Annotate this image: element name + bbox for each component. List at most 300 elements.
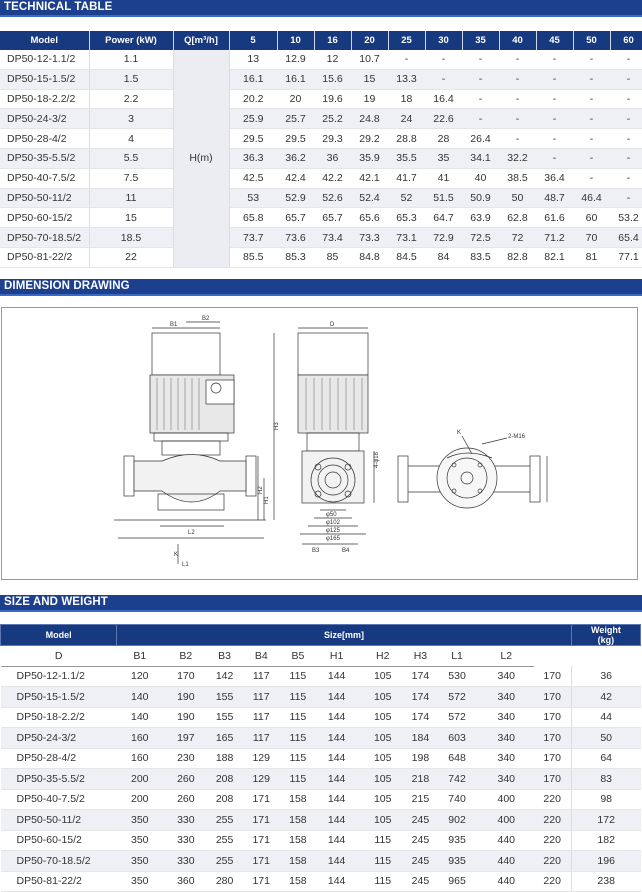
head-value-cell: - [536,89,573,109]
model-cell: DP50-18-2.2/2 [0,89,89,109]
size-value-cell: 174 [406,687,435,708]
table-row [1,687,641,708]
head-value-cell: - [499,69,536,89]
size-value-cell: 170 [534,687,572,708]
size-value-cell: 530 [435,666,479,687]
size-value-cell: 170 [534,748,572,769]
size-value-cell: 105 [360,769,406,790]
head-value-cell: 32.2 [499,148,536,168]
head-value-cell: 42.1 [351,168,388,188]
size-value-cell: 140 [117,687,163,708]
head-value-cell: 35.9 [351,148,388,168]
size-value-cell: 158 [282,810,313,831]
model-cell: DP50-60-15/2 [0,208,89,228]
size-value-cell: 220 [534,810,572,831]
table-row [1,789,641,810]
head-unit-cell: H(m) [173,50,229,267]
head-value-cell: - [573,69,610,89]
size-col-header: H2 [360,646,406,667]
size-value-cell: 260 [163,789,209,810]
size-value-cell: 155 [209,687,240,708]
size-value-cell: 115 [282,728,313,749]
dimension-drawing [1,307,638,580]
head-value-cell: 65.6 [351,208,388,228]
head-value-cell: 29.3 [314,129,351,149]
size-value-cell: 603 [435,728,479,749]
size-value-cell: 170 [534,728,572,749]
power-cell: 7.5 [89,168,173,188]
head-value-cell: 65.7 [277,208,314,228]
model-cell: DP50-81-22/2 [0,247,89,267]
size-value-cell: 200 [117,769,163,790]
size-value-cell: 171 [240,789,282,810]
size-value-cell: 190 [163,687,209,708]
size-value-cell: 200 [117,789,163,810]
size-value-cell: 170 [163,666,209,687]
model-cell: DP50-28-4/2 [0,129,89,149]
size-col-header: H3 [406,646,435,667]
head-value-cell: 28 [425,129,462,149]
power-cell: 1.5 [89,69,173,89]
size-value-cell: 188 [209,748,240,769]
model-cell: DP50-24-3/2 [1,728,117,749]
head-value-cell: 71.2 [536,228,573,248]
weight-unit: (kg) [597,635,615,645]
head-value-cell: 46.4 [573,188,610,208]
size-value-cell: 140 [117,707,163,728]
flow-col-header: 10 [277,31,314,50]
head-value-cell: - [610,129,642,149]
size-value-cell: 255 [209,830,240,851]
label-p125: φ125 [326,528,340,534]
power-cell: 1.1 [89,50,173,69]
head-value-cell: 29.2 [351,129,388,149]
head-value-cell: 25.7 [277,109,314,129]
table-row [0,69,642,89]
head-value-cell: - [610,69,642,89]
size-value-cell: 144 [314,748,360,769]
head-value-cell: 25.9 [229,109,277,129]
size-col-header: B3 [209,646,240,667]
label-h3: H3 [274,422,280,430]
model-cell: DP50-24-3/2 [0,109,89,129]
model-cell: DP50-81-22/2 [1,871,117,892]
head-value-cell: - [536,148,573,168]
head-value-cell: 62.8 [499,208,536,228]
size-value-cell: 245 [406,851,435,872]
size-value-cell: 158 [282,871,313,892]
power-cell: 4 [89,129,173,149]
table-row [0,247,642,267]
size-head-row [1,625,641,646]
power-cell: 2.2 [89,89,173,109]
size-col-header: B1 [117,646,163,667]
size-value-cell: 330 [163,830,209,851]
head-value-cell: 61.6 [536,208,573,228]
size-col-header: B4 [240,646,282,667]
size-value-cell: 965 [435,871,479,892]
size-value-cell: 115 [282,707,313,728]
size-value-cell: 340 [479,687,533,708]
power-cell: 18.5 [89,228,173,248]
size-value-cell: 155 [209,707,240,728]
size-value-cell: 400 [479,789,533,810]
weight-header [571,625,640,646]
table-row [0,109,642,129]
head-value-cell: 84 [425,247,462,267]
size-value-cell: 170 [534,666,572,687]
size-value-cell: 174 [406,666,435,687]
head-value-cell: - [499,89,536,109]
size-value-cell: 144 [314,687,360,708]
table-row [1,666,641,687]
label-b4: B4 [342,548,350,554]
table-row [1,851,641,872]
weight-cell: 64 [571,748,640,769]
flow-header: Q[m³/h] [173,31,229,50]
head-value-cell: 81 [573,247,610,267]
model-cell: DP50-12-1.1/2 [0,50,89,69]
size-value-cell: 165 [209,728,240,749]
label-h2: H2 [258,486,264,494]
size-value-cell: 144 [314,830,360,851]
head-value-cell: 42.2 [314,168,351,188]
size-value-cell: 144 [314,789,360,810]
size-value-cell: 115 [360,830,406,851]
size-value-cell: 208 [209,789,240,810]
head-value-cell: 20 [277,89,314,109]
head-value-cell: 52.4 [351,188,388,208]
size-subhead-row [1,646,641,667]
size-value-cell: 170 [534,769,572,790]
size-value-cell: 220 [534,851,572,872]
size-value-cell: 440 [479,871,533,892]
head-value-cell: 36 [314,148,351,168]
size-value-cell: 197 [163,728,209,749]
head-value-cell: - [536,50,573,69]
head-value-cell: - [573,129,610,149]
size-weight-header [0,595,642,612]
size-value-cell: 105 [360,728,406,749]
power-cell: 11 [89,188,173,208]
weight-cell: 182 [571,830,640,851]
size-value-cell: 255 [209,851,240,872]
head-value-cell: 35.5 [388,148,425,168]
head-value-cell: 72.5 [462,228,499,248]
head-value-cell: 65.4 [610,228,642,248]
size-value-cell: 350 [117,810,163,831]
flow-col-header: 50 [573,31,610,50]
size-value-cell: 144 [314,851,360,872]
size-value-cell: 230 [163,748,209,769]
head-value-cell: 15.6 [314,69,351,89]
head-value-cell: 85 [314,247,351,267]
size-col-header: D [1,646,117,667]
size-value-cell: 105 [360,789,406,810]
size-value-cell: 440 [479,830,533,851]
head-value-cell: 24 [388,109,425,129]
size-value-cell: 742 [435,769,479,790]
size-col-header: B2 [163,646,209,667]
head-value-cell: - [610,50,642,69]
head-value-cell: 52.9 [277,188,314,208]
head-value-cell: 77.1 [610,247,642,267]
weight-cell: 36 [571,666,640,687]
head-value-cell: 84.5 [388,247,425,267]
size-value-cell: 360 [163,871,209,892]
head-value-cell: 73.6 [277,228,314,248]
size-value-cell: 350 [117,830,163,851]
size-value-cell: 160 [117,748,163,769]
head-value-cell: 82.8 [499,247,536,267]
size-value-cell: 115 [282,666,313,687]
flow-col-header: 16 [314,31,351,50]
head-value-cell: 20.2 [229,89,277,109]
size-value-cell: 245 [406,871,435,892]
size-value-cell: 218 [406,769,435,790]
head-value-cell: - [610,168,642,188]
head-value-cell: 34.1 [462,148,499,168]
table-row [0,188,642,208]
head-value-cell: 85.3 [277,247,314,267]
head-value-cell: 28.8 [388,129,425,149]
size-col-header: H1 [314,646,360,667]
model-cell: DP50-15-1.5/2 [1,687,117,708]
label-h1: H1 [264,496,270,504]
size-value-cell: 129 [240,769,282,790]
weight-cell: 83 [571,769,640,790]
size-value-cell: 174 [406,707,435,728]
table-row [0,228,642,248]
weight-cell: 196 [571,851,640,872]
size-value-cell: 115 [282,748,313,769]
size-value-cell: 245 [406,830,435,851]
table-row [0,148,642,168]
label-p165: φ165 [326,536,340,542]
size-value-cell: 144 [314,769,360,790]
table-row [1,748,641,769]
head-value-cell: - [536,69,573,89]
head-value-cell: 73.7 [229,228,277,248]
size-value-cell: 170 [534,707,572,728]
model-cell: DP50-18-2.2/2 [1,707,117,728]
head-value-cell: - [462,50,499,69]
head-value-cell: 36.3 [229,148,277,168]
head-value-cell: 50.9 [462,188,499,208]
head-value-cell: 48.7 [536,188,573,208]
size-value-cell: 117 [240,728,282,749]
weight-cell: 42 [571,687,640,708]
weight-cell: 172 [571,810,640,831]
flow-col-header: 60 [610,31,642,50]
label-b3: B3 [312,548,320,554]
head-value-cell: 53.2 [610,208,642,228]
model-cell: DP50-35-5.5/2 [1,769,117,790]
size-value-cell: 935 [435,830,479,851]
power-header: Power (kW) [89,31,173,50]
head-value-cell: 60 [573,208,610,228]
head-value-cell: - [573,148,610,168]
size-value-cell: 158 [282,851,313,872]
weight-cell: 44 [571,707,640,728]
model-cell: DP50-70-18.5/2 [0,228,89,248]
head-value-cell: - [425,50,462,69]
size-value-cell: 117 [240,666,282,687]
head-value-cell: - [462,109,499,129]
table-row [1,728,641,749]
size-value-cell: 105 [360,748,406,769]
head-value-cell: 64.7 [425,208,462,228]
size-value-cell: 184 [406,728,435,749]
head-value-cell: 72.9 [425,228,462,248]
flow-col-header: 40 [499,31,536,50]
label-d: D [330,322,335,328]
label-k: K [174,552,179,558]
size-value-cell: 115 [282,687,313,708]
label-b2: B2 [202,316,210,322]
model-cell: DP50-60-15/2 [1,830,117,851]
dimension-drawing-header [0,279,642,296]
head-value-cell: - [499,109,536,129]
size-value-cell: 330 [163,810,209,831]
head-value-cell: 29.5 [277,129,314,149]
label-b1: B1 [170,322,178,328]
size-value-cell: 330 [163,851,209,872]
size-value-cell: 340 [479,728,533,749]
label-k-top: K [457,430,462,436]
head-value-cell: 19.6 [314,89,351,109]
size-value-cell: 245 [406,810,435,831]
head-value-cell: - [610,109,642,129]
size-value-cell: 129 [240,748,282,769]
table-row [0,129,642,149]
size-value-cell: 117 [240,707,282,728]
head-value-cell: 42.4 [277,168,314,188]
size-value-cell: 105 [360,707,406,728]
size-col-header: L1 [435,646,479,667]
head-value-cell: 38.5 [499,168,536,188]
model-cell: DP50-12-1.1/2 [1,666,117,687]
head-value-cell: 73.3 [351,228,388,248]
head-value-cell: 85.5 [229,247,277,267]
weight-label: Weight [590,625,621,635]
size-value-cell: 144 [314,871,360,892]
head-value-cell: 12.9 [277,50,314,69]
pump-drawing-svg [2,308,637,579]
model-cell: DP50-70-18.5/2 [1,851,117,872]
label-l1: L1 [182,562,189,568]
head-value-cell: 13.3 [388,69,425,89]
head-value-cell: 36.2 [277,148,314,168]
head-value-cell: 52 [388,188,425,208]
size-value-cell: 144 [314,728,360,749]
table-row [0,168,642,188]
size-value-cell: 115 [360,871,406,892]
size-value-cell: 648 [435,748,479,769]
head-value-cell: - [536,109,573,129]
head-value-cell: 24.8 [351,109,388,129]
head-value-cell: 72 [499,228,536,248]
flow-col-header: 25 [388,31,425,50]
head-value-cell: - [499,129,536,149]
head-value-cell: - [462,69,499,89]
size-weight-title: SIZE AND WEIGHT [4,596,108,608]
model-header: Model [0,31,89,50]
size-value-cell: 220 [534,789,572,810]
head-value-cell: 41 [425,168,462,188]
head-value-cell: 19 [351,89,388,109]
technical-table [0,31,642,268]
head-value-cell: - [573,50,610,69]
size-value-cell: 171 [240,830,282,851]
label-p50: φ50 [326,512,337,518]
size-value-cell: 572 [435,687,479,708]
power-cell: 15 [89,208,173,228]
head-value-cell: 65.3 [388,208,425,228]
size-value-cell: 160 [117,728,163,749]
size-value-cell: 255 [209,810,240,831]
model-cell: DP50-40-7.5/2 [0,168,89,188]
label-4-18: 4-φ18 [374,452,380,468]
head-value-cell: - [573,168,610,188]
size-col-header: B5 [282,646,313,667]
head-value-cell: 84.8 [351,247,388,267]
size-weight-table [0,624,641,892]
head-value-cell: 15 [351,69,388,89]
table-row [1,769,641,790]
size-value-cell: 117 [240,687,282,708]
head-value-cell: 63.9 [462,208,499,228]
size-value-cell: 340 [479,707,533,728]
size-value-cell: 340 [479,769,533,790]
head-value-cell: 52.6 [314,188,351,208]
size-value-cell: 142 [209,666,240,687]
head-value-cell: - [610,89,642,109]
size-value-cell: 115 [360,851,406,872]
flow-col-header: 45 [536,31,573,50]
size-value-cell: 144 [314,707,360,728]
head-value-cell: 40 [462,168,499,188]
head-value-cell: - [462,89,499,109]
head-value-cell: 42.5 [229,168,277,188]
model-cell: DP50-50-11/2 [0,188,89,208]
head-value-cell: 65.7 [314,208,351,228]
model-cell: DP50-15-1.5/2 [0,69,89,89]
head-value-cell: 65.8 [229,208,277,228]
head-value-cell: 70 [573,228,610,248]
size-col-header: L2 [479,646,533,667]
size-value-cell: 105 [360,810,406,831]
technical-table-title: TECHNICAL TABLE [4,1,113,13]
head-value-cell: 73.4 [314,228,351,248]
size-value-cell: 280 [209,871,240,892]
model-cell: DP50-50-11/2 [1,810,117,831]
size-value-cell: 171 [240,851,282,872]
size-value-cell: 105 [360,687,406,708]
technical-table-head-row [0,31,642,50]
head-value-cell: - [610,148,642,168]
head-value-cell: 35 [425,148,462,168]
head-value-cell: 51.5 [425,188,462,208]
head-value-cell: 73.1 [388,228,425,248]
head-value-cell: 16.4 [425,89,462,109]
head-value-cell: - [573,109,610,129]
model-cell: DP50-40-7.5/2 [1,789,117,810]
size-value-cell: 158 [282,830,313,851]
table-row [0,89,642,109]
head-value-cell: 16.1 [277,69,314,89]
table-row [1,810,641,831]
